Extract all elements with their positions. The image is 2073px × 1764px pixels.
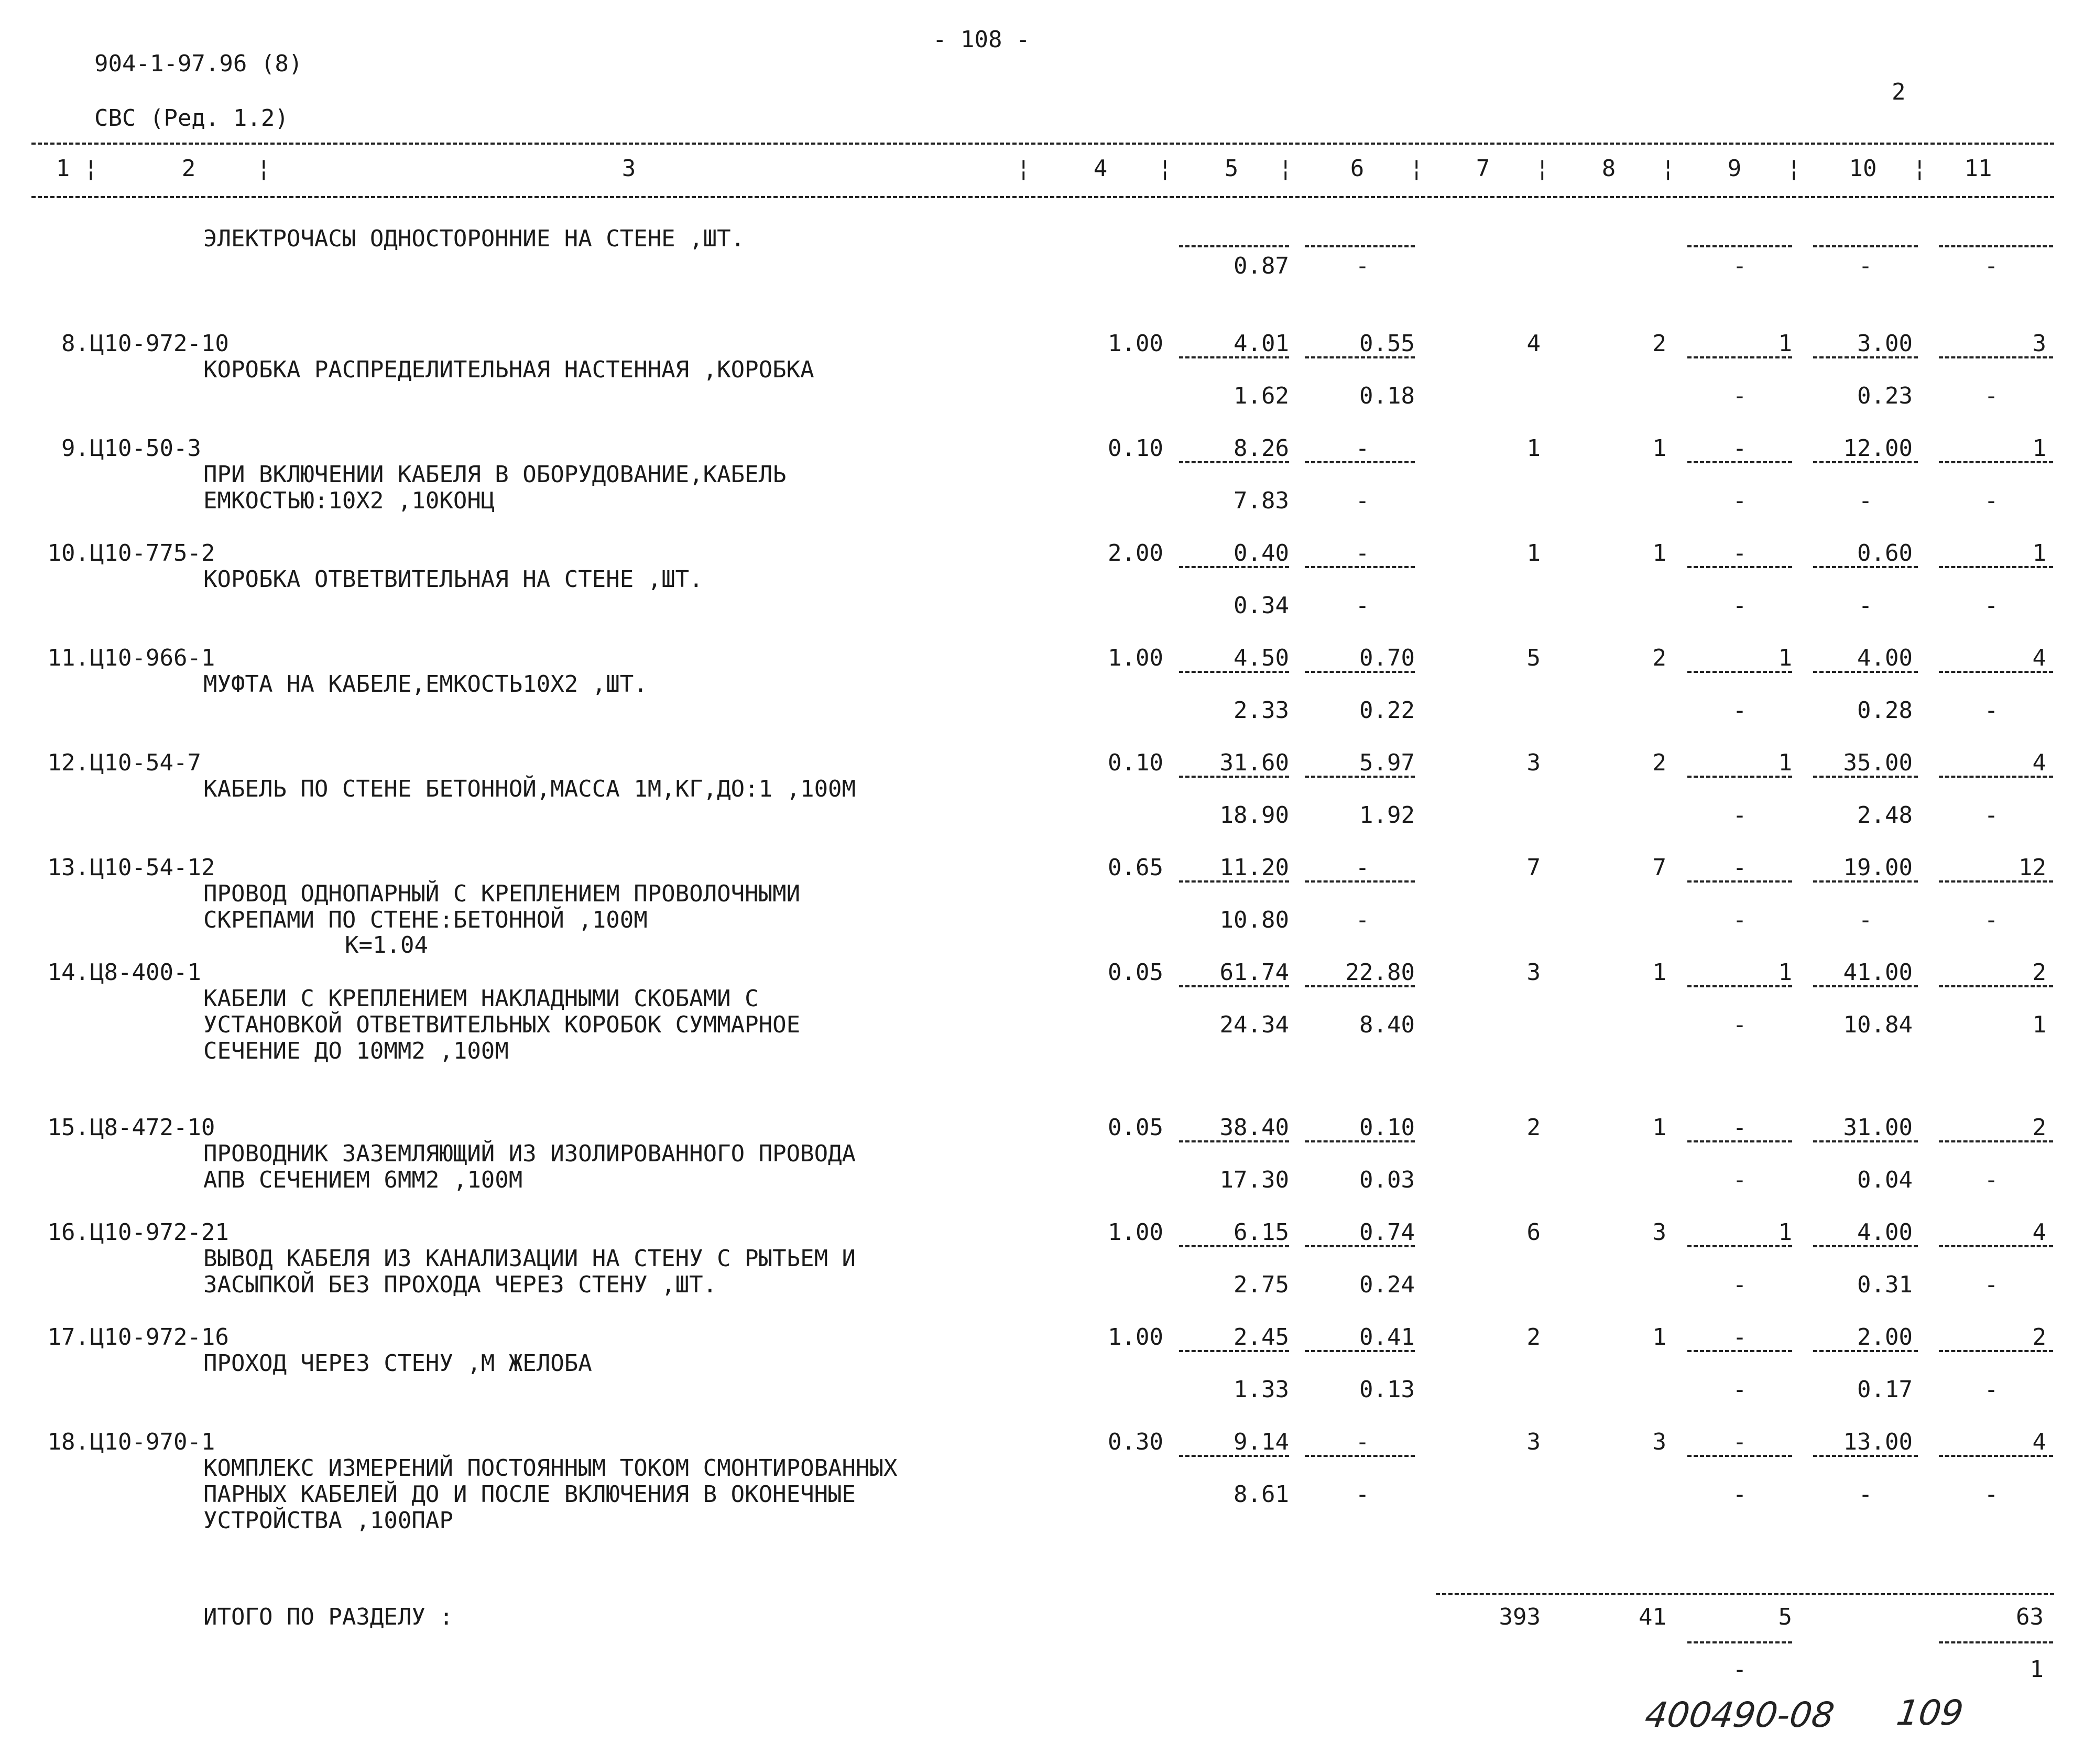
row-description: ПРОВОДНИК ЗАЗЕМЛЯЮЩИЙ ИЗ ИЗОЛИРОВАННОГО ПРОВОДА (203, 1140, 856, 1167)
row-c11: 2 (2032, 959, 2046, 986)
row-code: Ц10-966-1 (90, 645, 215, 671)
row-c11: 2 (2032, 1324, 2046, 1351)
row-description: ПРИ ВКЛЮЧЕНИИ КАБЕЛЯ В ОБОРУДОВАНИЕ,КАБЕЛЬ (203, 461, 787, 488)
column-separator: ¦ (257, 155, 271, 182)
row-code: Ц8-400-1 (90, 959, 201, 986)
row-c7: 1 (1526, 540, 1541, 567)
total-col9-sub: - (1732, 1656, 1747, 1683)
row-c8: 2 (1652, 749, 1666, 776)
row-c7: 1 (1526, 435, 1541, 462)
row-c10-rule (1813, 671, 1918, 673)
total-col11-rule (1939, 1641, 2053, 1643)
row-c9b: - (1732, 1481, 1747, 1508)
column-header-2: 2 (181, 155, 196, 182)
row-c9b: - (1732, 1011, 1747, 1038)
row-c7: 3 (1526, 959, 1541, 986)
row-c10b: - (1858, 253, 1873, 279)
row-qty: 1.00 (1108, 330, 1163, 357)
row-c11-rule (1939, 1455, 2053, 1457)
row-c11: 4 (2032, 1429, 2046, 1455)
row-c10: 0.60 (1857, 540, 1913, 567)
row-c9: 1 (1778, 1219, 1792, 1246)
row-c5b: 10.80 (1219, 907, 1289, 933)
row-c6-rule (1305, 356, 1415, 358)
row-c8: 7 (1652, 854, 1666, 881)
row-c5b: 24.34 (1219, 1011, 1289, 1038)
row-c11: 2 (2032, 1114, 2046, 1141)
row-c5-rule (1179, 776, 1289, 778)
column-separator: ¦ (1535, 155, 1550, 182)
row-c10-rule (1813, 880, 1918, 883)
document-number: 904-1-97.96 (8) (94, 50, 303, 77)
column-separator: ¦ (1158, 155, 1172, 182)
row-c5: 4.01 (1234, 330, 1289, 357)
total-col11-sub: 1 (2030, 1656, 2044, 1683)
row-number: 11. (47, 645, 89, 671)
row-description: СЕЧЕНИЕ ДО 10ММ2 ,100М (203, 1038, 509, 1064)
row-c7: 7 (1526, 854, 1541, 881)
row-c6-rule (1305, 1455, 1415, 1457)
row-c5b: 18.90 (1219, 802, 1289, 829)
row-c8: 3 (1652, 1429, 1666, 1455)
row-c10-rule (1813, 461, 1918, 463)
row-c7: 6 (1526, 1219, 1541, 1246)
row-c7: 4 (1526, 330, 1541, 357)
row-qty: 0.05 (1108, 959, 1163, 986)
row-c5-rule (1179, 566, 1289, 568)
row-c5-rule (1179, 880, 1289, 883)
row-c11b: - (1984, 487, 1999, 514)
row-description: КОРОБКА РАСПРЕДЕЛИТЕЛЬНАЯ НАСТЕННАЯ ,КОРОБКА (203, 356, 814, 383)
row-qty: 0.10 (1108, 749, 1163, 776)
column-header-1: 1 (56, 155, 70, 182)
row-description: ПРОХОД ЧЕРЕЗ СТЕНУ ,М ЖЕЛОБА (203, 1350, 592, 1377)
row-c11: 1 (2032, 435, 2046, 462)
row-c6b: 8.40 (1359, 1011, 1415, 1038)
column-header-10: 10 (1849, 155, 1877, 182)
row-number: 14. (47, 959, 89, 986)
row-c10-rule (1813, 245, 1918, 247)
row-c6-rule (1305, 880, 1415, 883)
row-c6: - (1355, 540, 1370, 567)
row-qty: 0.30 (1108, 1429, 1163, 1455)
row-c9: - (1732, 435, 1747, 462)
row-c9b: - (1732, 1167, 1747, 1193)
row-c9b: - (1732, 383, 1747, 409)
row-c6: 0.74 (1359, 1219, 1415, 1246)
row-c10b: 2.48 (1857, 802, 1913, 829)
row-c9b: - (1732, 1376, 1747, 1403)
row-description: АПВ СЕЧЕНИЕМ 6ММ2 ,100М (203, 1167, 523, 1193)
row-c10-rule (1813, 1350, 1918, 1352)
row-c6: - (1355, 854, 1370, 881)
row-c9: 1 (1778, 749, 1792, 776)
row-c10-rule (1813, 985, 1918, 987)
row-c10: 12.00 (1843, 435, 1913, 462)
total-col9-rule (1687, 1641, 1792, 1643)
row-c11b: - (1984, 907, 1999, 933)
row-c6-rule (1305, 671, 1415, 673)
row-coefficient-note: К=1.04 (345, 932, 428, 959)
column-header-8: 8 (1601, 155, 1616, 182)
row-c11-rule (1939, 566, 2053, 568)
row-c6b: - (1355, 592, 1370, 619)
column-separator: ¦ (1787, 155, 1801, 182)
row-c10-rule (1813, 566, 1918, 568)
row-c8: 3 (1652, 1219, 1666, 1246)
row-c10b: - (1858, 592, 1873, 619)
row-c6: 0.41 (1359, 1324, 1415, 1351)
row-number: 8. (61, 330, 89, 357)
row-qty: 1.00 (1108, 1219, 1163, 1246)
row-c10b: 0.28 (1857, 697, 1913, 724)
row-c6-rule (1305, 1140, 1415, 1142)
row-description: КОРОБКА ОТВЕТВИТЕЛЬНАЯ НА СТЕНЕ ,ШТ. (203, 566, 703, 593)
row-c5b: 2.33 (1234, 697, 1289, 724)
row-c6-rule (1305, 776, 1415, 778)
row-c11: 4 (2032, 1219, 2046, 1246)
row-c5: 61.74 (1219, 959, 1289, 986)
sheet-number: 2 (1892, 79, 1906, 105)
row-c6-rule (1305, 1245, 1415, 1247)
row-c9-rule (1687, 776, 1792, 778)
column-separator: ¦ (1913, 155, 1927, 182)
row-qty: 0.05 (1108, 1114, 1163, 1141)
row-c6-rule (1305, 245, 1415, 247)
row-c5b: 8.61 (1234, 1481, 1289, 1508)
row-c10-rule (1813, 356, 1918, 358)
total-label: ИТОГО ПО РАЗДЕЛУ : (203, 1604, 453, 1630)
column-header-5: 5 (1224, 155, 1239, 182)
row-qty: 1.00 (1108, 645, 1163, 671)
row-code: Ц10-54-7 (90, 749, 201, 776)
row-c7: 3 (1526, 1429, 1541, 1455)
row-c9: - (1732, 1324, 1747, 1351)
row-c10: 4.00 (1857, 1219, 1913, 1246)
row-c5-rule (1179, 1350, 1289, 1352)
row-code: Ц10-972-10 (90, 330, 229, 357)
row-c5b: 2.75 (1234, 1271, 1289, 1298)
row-c5: 0.40 (1234, 540, 1289, 567)
row-c10-rule (1813, 1245, 1918, 1247)
row-c8: 2 (1652, 330, 1666, 357)
row-c9-rule (1687, 1455, 1792, 1457)
row-c5: 2.45 (1234, 1324, 1289, 1351)
row-c5b: 1.62 (1234, 383, 1289, 409)
row-c11-rule (1939, 880, 2053, 883)
row-c6b: - (1355, 253, 1370, 279)
row-description: ПРОВОД ОДНОПАРНЫЙ С КРЕПЛЕНИЕМ ПРОВОЛОЧНЫМИ (203, 880, 801, 907)
column-separator: ¦ (1017, 155, 1031, 182)
row-c11b: 1 (2032, 1011, 2046, 1038)
row-c9-rule (1687, 461, 1792, 463)
row-description: КОМПЛЕКС ИЗМЕРЕНИЙ ПОСТОЯННЫМ ТОКОМ СМОНТИРОВАННЫХ (203, 1455, 898, 1482)
row-c6: 5.97 (1359, 749, 1415, 776)
row-code: Ц10-970-1 (90, 1429, 215, 1455)
total-col8: 41 (1639, 1604, 1666, 1630)
row-c11b: - (1984, 802, 1999, 829)
row-c6b: - (1355, 1481, 1370, 1508)
row-number: 12. (47, 749, 89, 776)
row-c8: 2 (1652, 645, 1666, 671)
row-c10b: - (1858, 487, 1873, 514)
row-c5-rule (1179, 461, 1289, 463)
row-c11: 4 (2032, 749, 2046, 776)
row-c5-rule (1179, 1455, 1289, 1457)
row-number: 16. (47, 1219, 89, 1246)
row-c9-rule (1687, 1140, 1792, 1142)
row-c9-rule (1687, 356, 1792, 358)
row-c11-rule (1939, 1245, 2053, 1247)
row-number: 10. (47, 540, 89, 567)
handwritten-archive-code: 400490-08 (1642, 1695, 1837, 1735)
column-header-11: 11 (1964, 155, 1992, 182)
row-c6-rule (1305, 461, 1415, 463)
row-code: Ц10-775-2 (90, 540, 215, 567)
row-c11-rule (1939, 245, 2053, 247)
row-c9-rule (1687, 985, 1792, 987)
row-c6b: 0.22 (1359, 697, 1415, 724)
row-qty: 0.65 (1108, 854, 1163, 881)
column-separator: ¦ (1410, 155, 1424, 182)
row-c9b: - (1732, 487, 1747, 514)
row-c10: 3.00 (1857, 330, 1913, 357)
row-c5: 9.14 (1234, 1429, 1289, 1455)
column-separator: ¦ (1661, 155, 1675, 182)
row-c6b: 0.13 (1359, 1376, 1415, 1403)
total-col11: 63 (2016, 1604, 2044, 1630)
row-c10-rule (1813, 1455, 1918, 1457)
row-c10: 41.00 (1843, 959, 1913, 986)
total-col7: 393 (1499, 1604, 1541, 1630)
row-c6: 0.10 (1359, 1114, 1415, 1141)
row-c9b: - (1732, 1271, 1747, 1298)
row-c5: 8.26 (1234, 435, 1289, 462)
row-c10b: - (1858, 907, 1873, 933)
row-c9-rule (1687, 1350, 1792, 1352)
row-c9: - (1732, 854, 1747, 881)
row-description: КАБЕЛЬ ПО СТЕНЕ БЕТОННОЙ,МАССА 1М,КГ,ДО:1 ,100М (203, 776, 856, 802)
row-c11b: - (1984, 253, 1999, 279)
row-c5-rule (1179, 245, 1289, 247)
row-c5: 38.40 (1219, 1114, 1289, 1141)
row-c9: - (1732, 540, 1747, 567)
row-c5-rule (1179, 671, 1289, 673)
row-c5b: 7.83 (1234, 487, 1289, 514)
row-number: 13. (47, 854, 89, 881)
header-top-rule (31, 143, 2054, 145)
row-description: КАБЕЛИ С КРЕПЛЕНИЕМ НАКЛАДНЫМИ СКОБАМИ С (203, 985, 759, 1012)
row-c11-rule (1939, 356, 2053, 358)
row-c11-rule (1939, 461, 2053, 463)
row-c10: 31.00 (1843, 1114, 1913, 1141)
row-qty: 1.00 (1108, 1324, 1163, 1351)
row-c11: 3 (2032, 330, 2046, 357)
row-c6: 0.55 (1359, 330, 1415, 357)
row-code: Ц10-50-3 (90, 435, 201, 462)
total-rule (1436, 1593, 2054, 1595)
row-c6b: - (1355, 487, 1370, 514)
row-number: 18. (47, 1429, 89, 1455)
row-c11: 1 (2032, 540, 2046, 567)
row-code: Ц8-472-10 (90, 1114, 215, 1141)
row-c6: - (1355, 1429, 1370, 1455)
row-c5: 31.60 (1219, 749, 1289, 776)
row-c9b: - (1732, 697, 1747, 724)
row-c10: 2.00 (1857, 1324, 1913, 1351)
row-c5: 11.20 (1219, 854, 1289, 881)
row-c5b: 0.87 (1234, 253, 1289, 279)
row-c10b: 0.31 (1857, 1271, 1913, 1298)
column-header-9: 9 (1727, 155, 1742, 182)
row-c11-rule (1939, 776, 2053, 778)
row-c5b: 1.33 (1234, 1376, 1289, 1403)
row-c5-rule (1179, 1140, 1289, 1142)
row-code: Ц10-54-12 (90, 854, 215, 881)
row-c10-rule (1813, 1140, 1918, 1142)
row-c6-rule (1305, 1350, 1415, 1352)
row-c11: 4 (2032, 645, 2046, 671)
row-c10: 35.00 (1843, 749, 1913, 776)
row-c9-rule (1687, 671, 1792, 673)
row-c9b: - (1732, 802, 1747, 829)
row-c11b: - (1984, 1481, 1999, 1508)
row-c9-rule (1687, 245, 1792, 247)
row-c6: 22.80 (1345, 959, 1415, 986)
row-number: 17. (47, 1324, 89, 1351)
row-description: СКРЕПАМИ ПО СТЕНЕ:БЕТОННОЙ ,100М (203, 907, 648, 933)
row-c9b: - (1732, 592, 1747, 619)
row-c11-rule (1939, 671, 2053, 673)
row-c8: 1 (1652, 1324, 1666, 1351)
row-c10: 4.00 (1857, 645, 1913, 671)
row-c5: 6.15 (1234, 1219, 1289, 1246)
row-c6b: 0.18 (1359, 383, 1415, 409)
row-description: ЗАСЫПКОЙ БЕЗ ПРОХОДА ЧЕРЕЗ СТЕНУ ,ШТ. (203, 1271, 717, 1298)
row-c6: 0.70 (1359, 645, 1415, 671)
row-c5b: 0.34 (1234, 592, 1289, 619)
row-c6b: 0.03 (1359, 1167, 1415, 1193)
row-c6: - (1355, 435, 1370, 462)
header-bottom-rule (31, 196, 2054, 198)
row-c9: - (1732, 1429, 1747, 1455)
row-c9b: - (1732, 907, 1747, 933)
row-c11b: - (1984, 697, 1999, 724)
row-c10b: 0.17 (1857, 1376, 1913, 1403)
row-c11b: - (1984, 592, 1999, 619)
row-c8: 1 (1652, 959, 1666, 986)
row-c5: 4.50 (1234, 645, 1289, 671)
row-c11-rule (1939, 1140, 2053, 1142)
row-description: ЭЛЕКТРОЧАСЫ ОДНОСТОРОННИЕ НА СТЕНЕ ,ШТ. (203, 225, 745, 252)
row-c10-rule (1813, 776, 1918, 778)
row-description: ПАРНЫХ КАБЕЛЕЙ ДО И ПОСЛЕ ВКЛЮЧЕНИЯ В ОКОНЕЧНЫЕ (203, 1481, 856, 1508)
row-c8: 1 (1652, 435, 1666, 462)
row-c9-rule (1687, 566, 1792, 568)
row-c10: 19.00 (1843, 854, 1913, 881)
column-header-4: 4 (1093, 155, 1108, 182)
row-c7: 5 (1526, 645, 1541, 671)
row-qty: 0.10 (1108, 435, 1163, 462)
row-c9-rule (1687, 880, 1792, 883)
row-description: ЕМКОСТЬЮ:10Х2 ,10КОНЦ (203, 487, 495, 514)
row-c7: 2 (1526, 1114, 1541, 1141)
row-c11b: - (1984, 1376, 1999, 1403)
row-c10b: - (1858, 1481, 1873, 1508)
row-c10b: 0.23 (1857, 383, 1913, 409)
row-c11b: - (1984, 1167, 1999, 1193)
row-code: Ц10-972-16 (90, 1324, 229, 1351)
row-c5b: 17.30 (1219, 1167, 1289, 1193)
row-description: УСТРОЙСТВА ,100ПАР (203, 1507, 453, 1534)
row-c11-rule (1939, 985, 2053, 987)
page-number: - 108 - (933, 26, 1030, 53)
row-c5-rule (1179, 985, 1289, 987)
row-c10b: 10.84 (1843, 1011, 1913, 1038)
row-c6b: 1.92 (1359, 802, 1415, 829)
column-header-7: 7 (1476, 155, 1490, 182)
row-c11b: - (1984, 383, 1999, 409)
row-c6b: 0.24 (1359, 1271, 1415, 1298)
column-separator: ¦ (84, 155, 98, 182)
total-col9: 5 (1778, 1604, 1792, 1630)
row-c6b: - (1355, 907, 1370, 933)
row-c9: - (1732, 1114, 1747, 1141)
row-qty: 2.00 (1108, 540, 1163, 567)
column-header-3: 3 (621, 155, 636, 182)
row-code: Ц10-972-21 (90, 1219, 229, 1246)
row-number: 9. (61, 435, 89, 462)
row-number: 15. (47, 1114, 89, 1141)
program-version: СВС (Ред. 1.2) (94, 105, 289, 132)
row-c7: 3 (1526, 749, 1541, 776)
row-c11: 12 (2019, 854, 2046, 881)
row-c8: 1 (1652, 540, 1666, 567)
row-c9: 1 (1778, 645, 1792, 671)
handwritten-page-number: 109 (1894, 1693, 1966, 1733)
row-description: ВЫВОД КАБЕЛЯ ИЗ КАНАЛИЗАЦИИ НА СТЕНУ С РЫТЬЕМ И (203, 1245, 856, 1272)
row-c8: 1 (1652, 1114, 1666, 1141)
row-c10b: 0.04 (1857, 1167, 1913, 1193)
row-c9-rule (1687, 1245, 1792, 1247)
row-c10: 13.00 (1843, 1429, 1913, 1455)
row-c5-rule (1179, 356, 1289, 358)
row-c9: 1 (1778, 330, 1792, 357)
row-c5-rule (1179, 1245, 1289, 1247)
row-c9b: - (1732, 253, 1747, 279)
column-header-6: 6 (1350, 155, 1365, 182)
row-c6-rule (1305, 985, 1415, 987)
row-c9: 1 (1778, 959, 1792, 986)
row-c11b: - (1984, 1271, 1999, 1298)
row-c6-rule (1305, 566, 1415, 568)
row-description: УСТАНОВКОЙ ОТВЕТВИТЕЛЬНЫХ КОРОБОК СУММАРНОЕ (203, 1011, 801, 1038)
row-c11-rule (1939, 1350, 2053, 1352)
row-description: МУФТА НА КАБЕЛЕ,ЕМКОСТЬ10Х2 ,ШТ. (203, 671, 648, 698)
column-separator: ¦ (1279, 155, 1293, 182)
row-c7: 2 (1526, 1324, 1541, 1351)
